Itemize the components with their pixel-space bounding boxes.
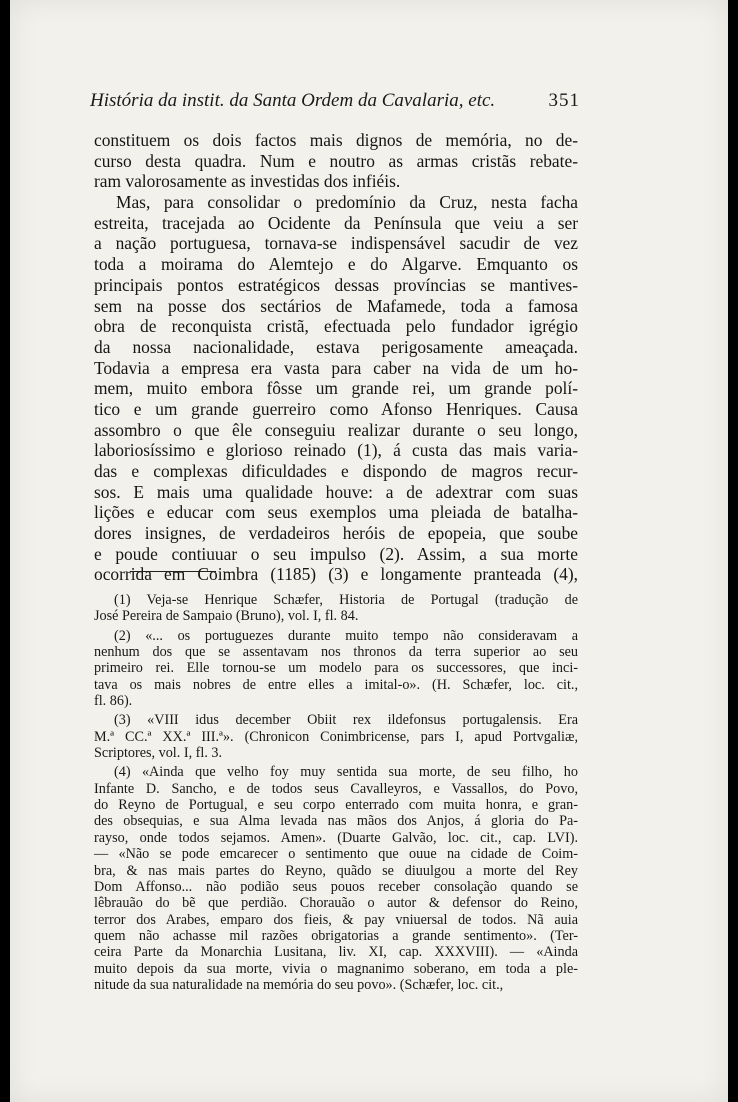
footnote-4-line: quem não achasse mil razões obrigatorias a grande sentimento». (Ter- (94, 927, 578, 944)
body-line: assombro o que êle conseguiu realizar durante o seu longo, (94, 419, 578, 440)
body-line: Mas, para consolidar o predomínio da Cruz, nesta facha (116, 192, 578, 213)
footnote-4-line: lêbrauão do bẽ que perdião. Chorauão o autor & defensor do Reino, (94, 895, 578, 912)
running-head-title: História da instit. da Santa Ordem da Cavalaria, etc. (90, 90, 496, 111)
body-line: toda a moirama do Alemtejo e do Algarve. Emquanto os (94, 254, 578, 275)
footnote-4-line: nitude da sua naturalidade na memória do seu povo». (Schæfer, loc. cit., (94, 976, 504, 993)
footnote-2-line: primeiro rei. Elle tornou-se um modelo para os successores, que inci- (94, 660, 578, 677)
body-line: sem na posse dos sectários de Mafamede, toda a famosa (94, 295, 578, 316)
footnote-3-line: Scriptores, vol. I, fl. 3. (94, 745, 223, 762)
footnote-3-line: M.ª CC.ª XX.ª III.ª». (Chronicon Conimbricense, pars I, apud Portvgaliæ, (94, 728, 578, 745)
body-line: sos. E mais uma qualidade houve: a de adextrar com suas (94, 481, 578, 502)
body-line: mem, muito embora fôsse um grande rei, um grande polí- (94, 378, 578, 399)
body-line: curso desta quadra. Num e noutro as armas cristãs rebate- (94, 150, 578, 171)
body-line: laboriosíssimo e glorioso reinado (1), á custa das mais varia- (94, 440, 578, 461)
footnote-3-line: (3) «VIII idus december Obiit rex ildefonsus portugalensis. Era (114, 712, 578, 729)
footnote-4-line: terror dos Arabes, emparo dos fieis, & pay vniuersal de todos. Nã auia (94, 911, 578, 928)
running-head (90, 90, 580, 116)
body-line: ram valorosamente as investidas dos infiéis. (94, 171, 401, 192)
body-line: obra de reconquista cristã, efectuada pelo fundador igrégio (94, 316, 578, 337)
body-line: principais pontos estratégicos dessas províncias se mantives- (94, 274, 578, 295)
footnote-4-line: muito depois da sua morte, vivia o magnanimo soberano, em toda a ple- (94, 960, 578, 977)
footnote-4-line: bra, & nas mais partes do Reyno, quãdo se diuulgou a morte del Rey (94, 862, 578, 879)
footnote-4-line: — «Não se pode emcarecer o sentimento que ouue na cidade de Coim- (94, 846, 578, 863)
body-line: e poude contiuuar o seu impulso (2). Assim, a sua morte (94, 543, 578, 564)
footnote-2-line: (2) «... os portuguezes durante muito tempo não consideravam a (114, 627, 578, 644)
body-line: estreita, tracejada ao Ocidente da Península que veiu a ser (94, 212, 578, 233)
footnote-4-line: (4) «Ainda que velho foy muy sentida sua morte, de seu filho, ho (114, 764, 578, 781)
footnote-4-line: do Reyno de Portugual, e seu corpo enterrado com muita honra, e gran- (94, 797, 578, 814)
body-line: dores insignes, de verdadeiros heróis de epopeia, que soube (94, 523, 578, 544)
book-page (10, 0, 728, 1102)
body-line: a nação portuguesa, tornava-se indispensável sacudir de vez (94, 233, 578, 254)
page-number: 351 (548, 90, 580, 111)
body-line: das e complexas dificuldades e dispondo de magros recur- (94, 461, 578, 481)
footnotes (94, 592, 578, 993)
footnote-4-line: rayso, onde todos sejamos. Amen». (Duarte Galvão, loc. cit., cap. LVI). (94, 829, 578, 846)
footnote-1-line: (1) Veja-se Henrique Schæfer, Historia de Portugal (tradução de (114, 592, 578, 608)
body-line: ocorrida em Coimbra (1185) (3) e longamente pranteada (4), (94, 564, 578, 585)
footnote-2-line: tava os mais nobres de entre elles a imital-o». (H. Schæfer, loc. cit., (94, 676, 578, 693)
footnote-1-line: José Pereira de Sampaio (Bruno), vol. I, fl. 84. (94, 608, 359, 625)
footnote-2-line: nenhum dos que se assentavam nos thronos da terra superior ao seu (94, 644, 578, 661)
body-line: tico e um grande guerreiro como Afonso Henriques. Causa (94, 398, 578, 419)
footnote-4-line: ceira Parte da Monarchia Lusitana, liv. XI, cap. XXXVIII). — «Ainda (94, 944, 578, 961)
footnote-4-line: Infante D. Sancho, e de todos seus Cavalleyros, e Vassallos, do Povo, (94, 780, 578, 797)
footnote-2-line: fl. 86). (94, 693, 133, 710)
footnote-separator (130, 571, 216, 572)
body-text (94, 130, 578, 585)
body-line: Todavia a empresa era vasta para caber na vida de um ho- (94, 357, 578, 378)
body-line: lições e educar com seus exemplos uma pleiada de batalha- (94, 502, 578, 523)
body-line: constituem os dois factos mais dignos de memória, no de- (94, 130, 578, 150)
body-line: da nossa nacionalidade, estava perigosamente ameaçada. (94, 336, 578, 357)
footnote-4-line: des obsequias, e sua Alma levada nas mãos dos Anjos, á gloria do Pa- (94, 813, 578, 830)
footnote-4-line: Dom Affonso... não podião seus pouos receber consolação quando se (94, 878, 578, 895)
